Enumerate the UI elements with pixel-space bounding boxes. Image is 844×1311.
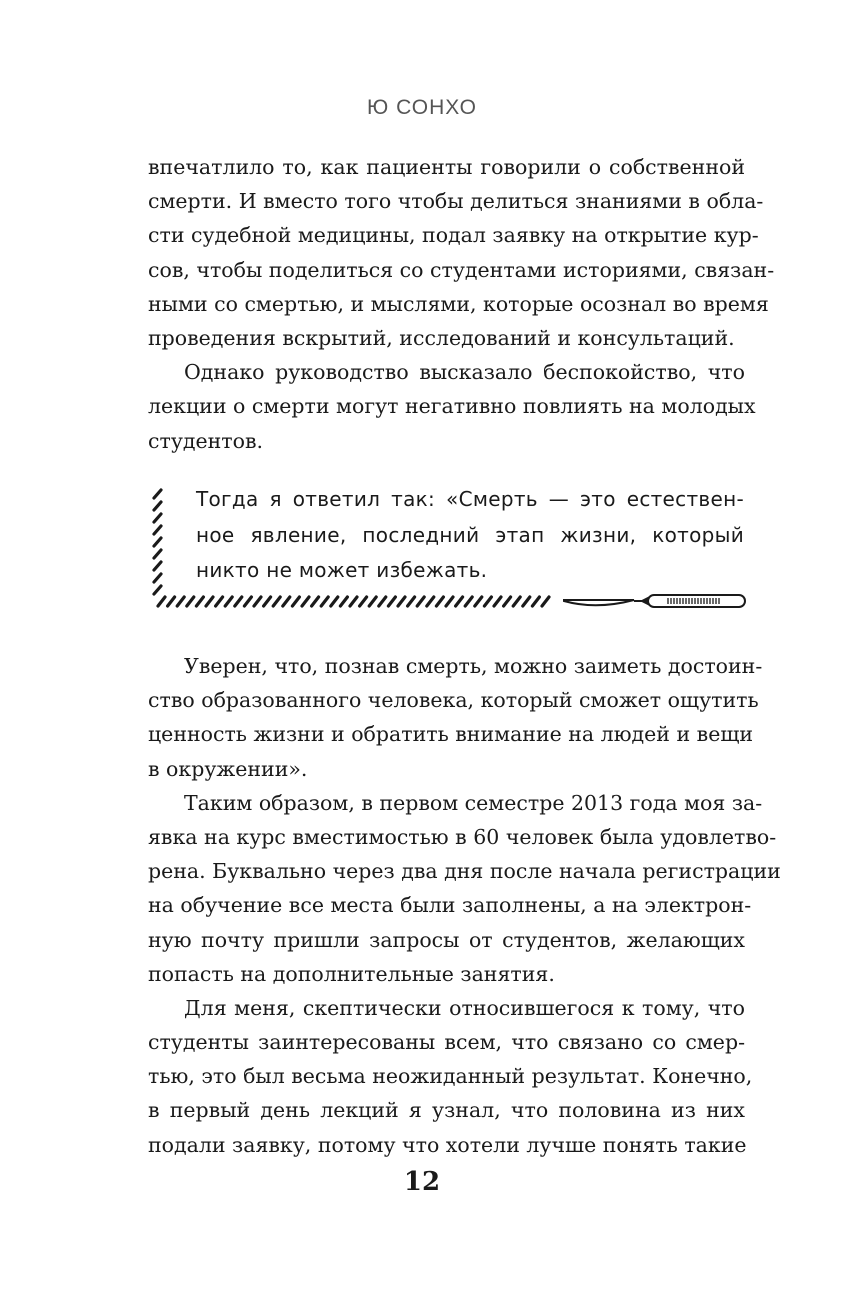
text-block-bottom	[148, 649, 781, 1162]
hatch-mark	[360, 597, 367, 606]
running-head: Ю СОНХО	[367, 96, 477, 119]
hatch-mark	[216, 597, 223, 606]
body-line: в первый день лекций я узнал, что половина из них	[148, 1098, 745, 1123]
body-line: ценность жизни и обратить внимание на людей и вещи	[148, 722, 754, 747]
hatch-mark	[312, 597, 319, 606]
body-line: подали заявку, потому что хотели лучше понять такие	[148, 1132, 747, 1157]
hatch-mark	[513, 597, 520, 606]
hatch-mark	[532, 597, 539, 606]
hatch-mark	[542, 597, 549, 606]
hatch-mark	[302, 597, 309, 606]
hatch-mark	[475, 597, 482, 606]
hatch-mark	[264, 597, 271, 606]
body-line: сов, чтобы поделиться со студентами историями, связан-	[148, 257, 775, 282]
body-line: попасть на дополнительные занятия.	[148, 961, 555, 986]
hatch-mark	[379, 597, 386, 606]
hatch-mark	[398, 597, 405, 606]
hatch-mark	[154, 562, 161, 570]
hatch-mark	[154, 490, 161, 498]
hatch-mark	[168, 597, 175, 606]
body-line: проведения вскрытий, исследований и консультаций.	[148, 325, 735, 350]
body-line: ство образованного человека, который сможет ощутить	[148, 688, 759, 713]
quote-line: ное явление, последний этап жизни, который	[196, 522, 744, 547]
pull-quote	[148, 482, 748, 614]
quote-line: никто не может избежать.	[196, 558, 488, 582]
hatch-mark	[446, 597, 453, 606]
hatch-mark	[158, 597, 165, 606]
hatch-mark	[504, 597, 511, 606]
hatch-mark	[154, 526, 161, 534]
hatch-mark	[283, 597, 290, 606]
body-line: ную почту пришли запросы от студентов, желающих	[148, 927, 745, 952]
body-line: явка на курс вместимостью в 60 человек была удовлетво-	[148, 824, 777, 849]
hatch-mark	[154, 538, 161, 546]
hatch-mark	[456, 597, 463, 606]
page-number: 12	[403, 1167, 441, 1197]
hatch-mark	[417, 597, 424, 606]
hatch-mark	[273, 597, 280, 606]
hatch-mark	[388, 597, 395, 606]
body-line: Таким образом, в первом семестре 2013 года моя за-	[184, 790, 763, 815]
body-line: студентов.	[148, 428, 264, 453]
hatch-mark	[196, 597, 203, 606]
hatch-mark	[523, 597, 530, 606]
body-line: сти судебной медицины, подал заявку на открытие кур-	[148, 223, 759, 248]
body-line: впечатлило то, как пациенты говорили о собственной	[148, 155, 745, 179]
hatch-mark	[494, 597, 501, 606]
body-line: рена. Буквально через два дня после начала регистрации	[148, 859, 781, 884]
text-block-top	[148, 150, 775, 458]
hatch-mark	[340, 597, 347, 606]
hatch-mark	[292, 597, 299, 606]
body-line: в окружении».	[148, 756, 308, 781]
scalpel-icon	[564, 595, 745, 607]
body-line: Однако руководство высказало беспокойство, что	[184, 360, 745, 385]
hatch-mark	[465, 597, 472, 606]
hatch-mark	[369, 597, 376, 606]
hatch-mark	[408, 597, 415, 606]
hatch-mark	[235, 597, 242, 606]
body-line: ными со смертью, и мыслями, которые осознал во время	[148, 291, 769, 316]
hatch-mark	[436, 597, 443, 606]
hatch-mark	[484, 597, 491, 606]
hatch-mark	[331, 597, 338, 606]
hatch-mark	[154, 586, 161, 594]
body-line: Для меня, скептически относившегося к тому, что	[184, 995, 745, 1020]
hatch-mark	[254, 597, 261, 606]
hatch-mark	[154, 502, 161, 510]
hatch-mark	[154, 514, 161, 522]
hatch-mark	[187, 597, 194, 606]
body-line: Уверен, что, познав смерть, можно заиметь достоин-	[184, 654, 763, 678]
hatch-mark	[154, 550, 161, 558]
body-line: смерти. И вместо того чтобы делиться знаниями в обла-	[148, 189, 764, 214]
body-line: лекции о смерти могут негативно повлиять на молодых	[148, 394, 756, 419]
hatch-mark	[177, 597, 184, 606]
hatch-mark	[206, 597, 213, 606]
body-line: тью, это был весьма неожиданный результат. Конечно,	[148, 1064, 753, 1089]
hatch-mark	[321, 597, 328, 606]
hatch-mark	[154, 574, 161, 582]
hatch-mark	[350, 597, 357, 606]
hatch-mark	[244, 597, 251, 606]
body-line: студенты заинтересованы всем, что связано со смер-	[148, 1030, 745, 1055]
hatch-mark	[427, 597, 434, 606]
quote-line: Тогда я ответил так: «Смерть — это естествен-	[196, 487, 744, 511]
body-line: на обучение все места были заполнены, а на электрон-	[148, 893, 752, 918]
quote-text	[196, 482, 744, 589]
hatch-mark	[225, 597, 232, 606]
